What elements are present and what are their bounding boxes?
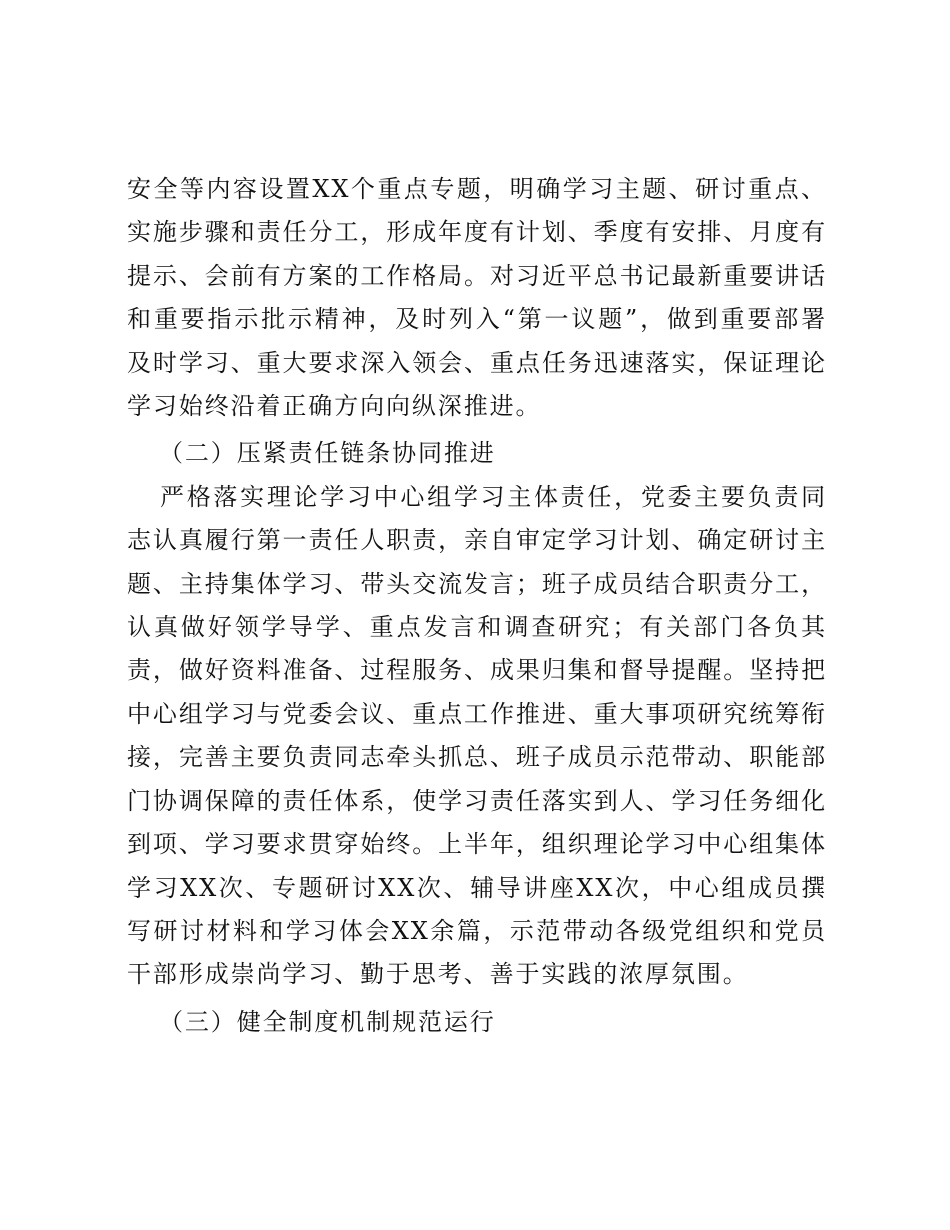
paragraph-study-topics: 安全等内容设置XX个重点专题，明确学习主题、研讨重点、实施步骤和责任分工，形成年度有计划、季度有安排、月度有提示、会前有方案的工作格局。对习近平总书记最新重要讲话和重要指示批示精神，及时列入“第一议题”，做到重要部署及时学习、重大要求深入领会、重点任务迅速落实，保证理论学习始终沿着正确方向向纵深推进。: [127, 175, 827, 421]
paragraph-responsibility-chain: 严格落实理论学习中心组学习主体责任，党委主要负责同志认真履行第一责任人职责，亲自审定学习计划、确定研讨主题、主持集体学习、带头交流发言；班子成员结合职责分工，认真做好领学导学、重点发言和调查研究；有关部门各负其责，做好资料准备、过程服务、成果归集和督导提醒。坚持把中心组学习与党委会议、重点工作推进、重大事项研究统筹衔接，完善主要负责同志牵头抓总、班子成员示范带动、职能部门协调保障的责任体系，使学习责任落实到人、学习任务细化到项、学习要求贯穿始终。上半年，组织理论学习中心组集体学习XX次、专题研讨XX次、辅导讲座XX次，中心组成员撰写研讨材料和学习体会XX余篇，示范带动各级党组织和党员干部形成崇尚学习、勤于思考、善于实践的浓厚氛围。: [127, 482, 827, 989]
document-body: [127, 168, 827, 1044]
section-heading-2: （二）压紧责任链条协同推进: [159, 439, 496, 468]
section-heading-3: （三）健全制度机制规范运行: [159, 1007, 496, 1036]
